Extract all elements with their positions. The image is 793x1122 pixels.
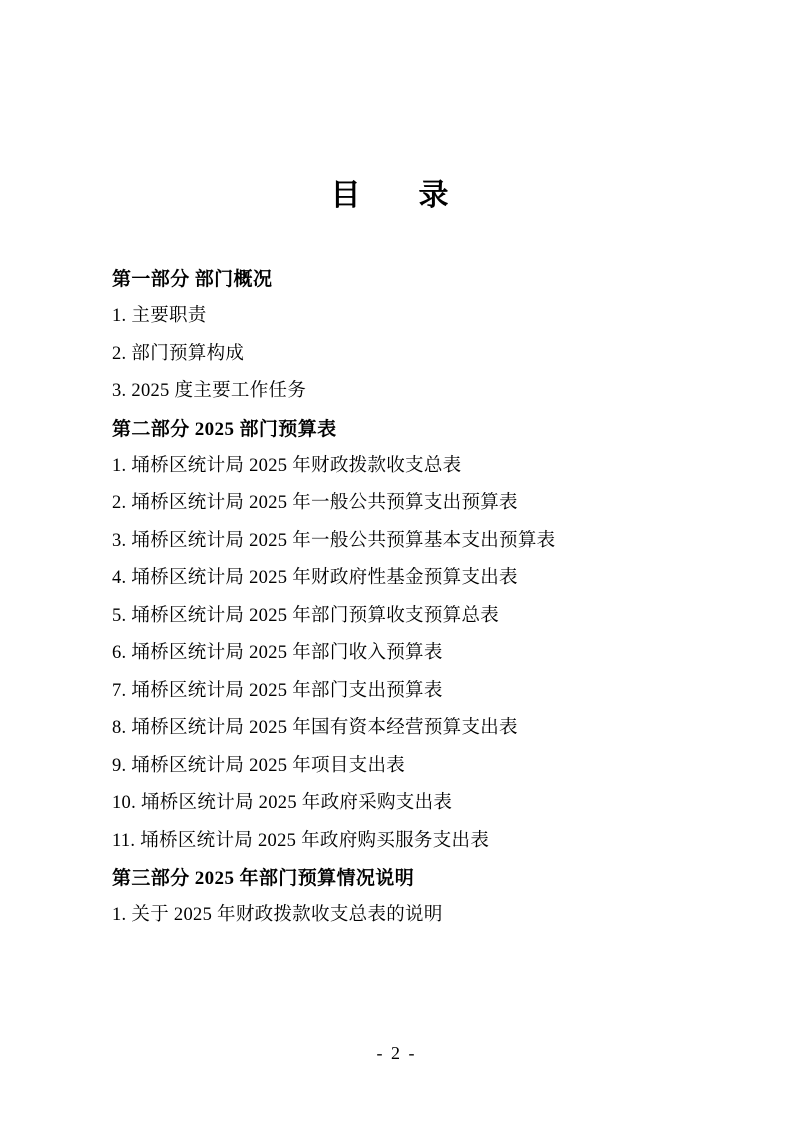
toc-entry[interactable]: 3. 2025 度主要工作任务 (112, 381, 307, 401)
toc-entry[interactable]: 9. 埇桥区统计局 2025 年项目支出表 (112, 755, 406, 776)
toc-section-heading[interactable]: 第三部分 2025 年部门预算情况说明 (112, 868, 415, 889)
toc-entry[interactable]: 1. 关于 2025 年财政拨款收支总表的说明 (112, 905, 443, 925)
toc-entry[interactable]: 5. 埇桥区统计局 2025 年部门预算收支预算总表 (112, 605, 500, 626)
toc-entry[interactable]: 10. 埇桥区统计局 2025 年政府采购支出表 (112, 793, 453, 813)
toc-section-heading[interactable]: 第一部分 部门概况 (112, 269, 273, 290)
toc-entry[interactable]: 1. 埇桥区统计局 2025 年财政拨款收支总表 (112, 455, 462, 476)
toc-entry[interactable]: 4. 埇桥区统计局 2025 年财政府性基金预算支出表 (112, 568, 518, 588)
toc-entry[interactable]: 11. 埇桥区统计局 2025 年政府购买服务支出表 (112, 830, 490, 851)
page-number: - 2 - (376, 1043, 417, 1063)
toc-section-heading[interactable]: 第二部分 2025 部门预算表 (112, 418, 337, 440)
table-of-contents (100, 270, 693, 925)
toc-entry[interactable]: 2. 部门预算构成 (112, 343, 245, 364)
toc-entry[interactable]: 8. 埇桥区统计局 2025 年国有资本经营预算支出表 (112, 718, 518, 738)
toc-entry[interactable]: 1. 主要职责 (112, 306, 207, 326)
page-title: 目 录 (330, 179, 463, 212)
toc-entry[interactable]: 7. 埇桥区统计局 2025 年部门支出预算表 (112, 680, 443, 701)
toc-entry[interactable]: 6. 埇桥区统计局 2025 年部门收入预算表 (112, 643, 443, 663)
toc-entry[interactable]: 2. 埇桥区统计局 2025 年一般公共预算支出预算表 (112, 493, 518, 513)
toc-entry[interactable]: 3. 埇桥区统计局 2025 年一般公共预算基本支出预算表 (112, 530, 556, 551)
